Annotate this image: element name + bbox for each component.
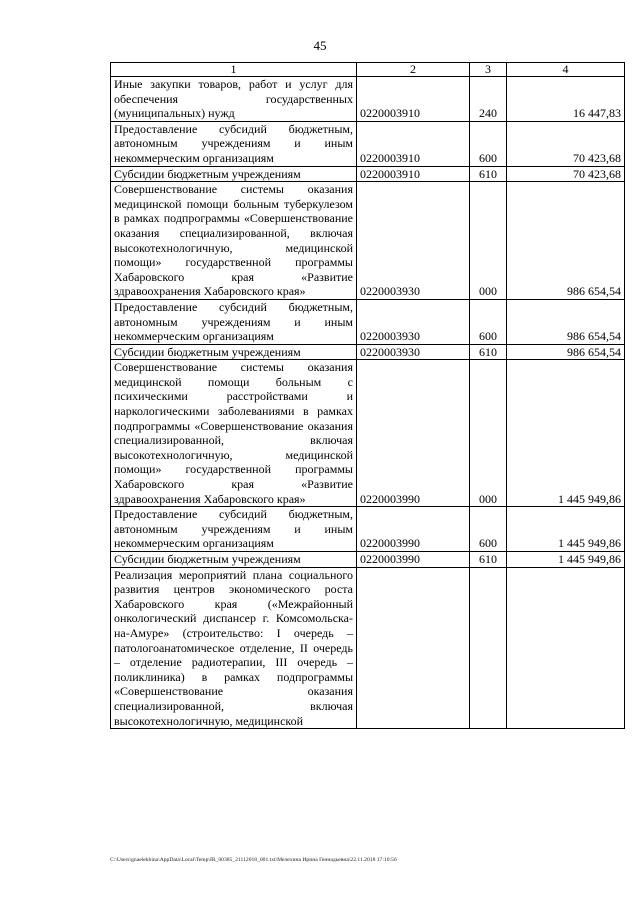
row-code: 0220003910 (357, 121, 470, 166)
row-code: 0220003930 (357, 182, 470, 300)
row-name: Субсидии бюджетным учреждениям (111, 344, 357, 360)
row-code: 0220003990 (357, 507, 470, 552)
table-row (111, 166, 625, 182)
row-type: 610 (470, 166, 507, 182)
row-name: Предоставление субсидий бюджетным, автономным учреждениям и иным некоммерческим организациям (111, 121, 357, 166)
row-name: Реализация мероприятий плана социального развития центров экономического роста Хабаровского края («Межрайонный онкологический диспансер г. Комсомольска-на-Амуре» (строительство: I очередь – патологоанатомическое отделение, II очередь – отделение радиотерапии, III очередь – поликлиника) в рамках подпрограммы «Совершенствование оказания специализированной, включая высокотехнологичную, медицинской (111, 567, 357, 729)
table-row (111, 299, 625, 344)
row-code: 0220003910 (357, 166, 470, 182)
row-name: Совершенствование системы оказания медицинской помощи больным туберкулезом в рамках подпрограммы «Совершенствование оказания специализированной, включая высокотехнологичную, медицинской помощи» государственной программы Хабаровского края «Развитие здравоохранения Хабаровского края» (111, 182, 357, 300)
row-amount: 986 654,54 (507, 299, 625, 344)
table-header-row (111, 63, 625, 77)
row-type (470, 567, 507, 729)
row-type: 610 (470, 344, 507, 360)
table-row (111, 507, 625, 552)
row-code: 0220003930 (357, 344, 470, 360)
row-type: 600 (470, 299, 507, 344)
row-type: 600 (470, 507, 507, 552)
row-code: 0220003990 (357, 552, 470, 568)
row-type: 240 (470, 77, 507, 122)
row-amount: 986 654,54 (507, 344, 625, 360)
page-number: 45 (313, 38, 327, 53)
table-row (111, 77, 625, 122)
table-row (111, 360, 625, 507)
row-type: 000 (470, 182, 507, 300)
table-row (111, 552, 625, 568)
row-amount: 1 445 949,86 (507, 360, 625, 507)
row-amount: 70 423,68 (507, 166, 625, 182)
row-amount: 1 445 949,86 (507, 507, 625, 552)
row-name: Субсидии бюджетным учреждениям (111, 166, 357, 182)
row-code: 0220003930 (357, 299, 470, 344)
row-name: Предоставление субсидий бюджетным, автономным учреждениям и иным некоммерческим организациям (111, 299, 357, 344)
row-name: Предоставление субсидий бюджетным, автономным учреждениям и иным некоммерческим организациям (111, 507, 357, 552)
table-row (111, 344, 625, 360)
file-path-footer: C:\Users\gnaelekhina\AppData\Local\Temp\IR_00385_21112018_001.txt\Мелехина Ирина Геннадьевна\22.11.2018 17:10:56 (110, 857, 397, 863)
header-col-2: 2 (357, 63, 470, 77)
table-row (111, 567, 625, 729)
row-code (357, 567, 470, 729)
budget-table (110, 62, 625, 729)
row-amount: 16 447,83 (507, 77, 625, 122)
row-name: Совершенствование системы оказания медицинской помощи больным с психическими расстройствами и наркологическими заболеваниями в рамках подпрограммы «Совершенствование оказания специализированной, включая высокотехнологичную, медицинской помощи» государственной программы Хабаровского края «Развитие здравоохранения Хабаровского края» (111, 360, 357, 507)
row-type: 000 (470, 360, 507, 507)
header-col-4: 4 (507, 63, 625, 77)
table-row (111, 121, 625, 166)
row-code: 0220003990 (357, 360, 470, 507)
row-amount: 986 654,54 (507, 182, 625, 300)
row-name: Иные закупки товаров, работ и услуг для обеспечения государственных (муниципальных) нужд (111, 77, 357, 122)
table-row (111, 182, 625, 300)
header-col-3: 3 (470, 63, 507, 77)
row-code: 0220003910 (357, 77, 470, 122)
header-col-1: 1 (111, 63, 357, 77)
row-type: 600 (470, 121, 507, 166)
row-amount: 1 445 949,86 (507, 552, 625, 568)
row-type: 610 (470, 552, 507, 568)
row-name: Субсидии бюджетным учреждениям (111, 552, 357, 568)
row-amount: 70 423,68 (507, 121, 625, 166)
row-amount (507, 567, 625, 729)
